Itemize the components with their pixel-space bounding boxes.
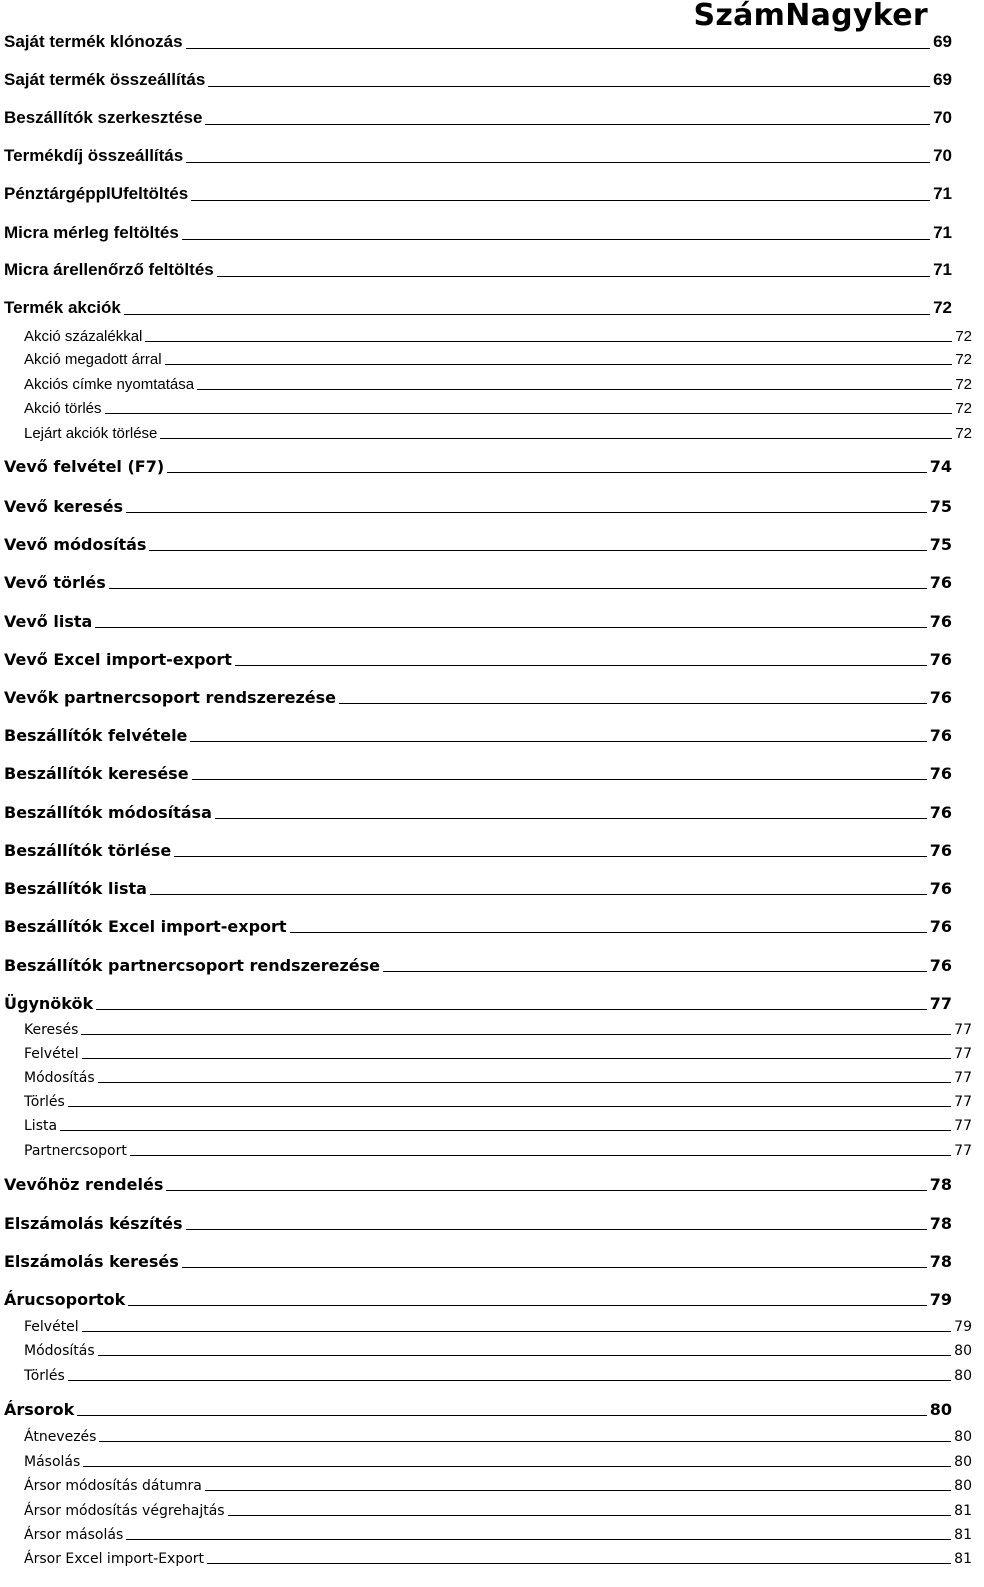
- toc-entry[interactable]: [0, 1247, 964, 1271]
- toc-entry-page: 76: [929, 917, 952, 936]
- toc-entry-page: 78: [929, 1175, 952, 1194]
- toc-entry-page: 77: [954, 1143, 972, 1159]
- toc-entry-title: Átnevezés: [24, 1429, 97, 1445]
- toc-entry-title: Beszállítók törlése: [4, 841, 172, 860]
- toc-entry-page: 77: [954, 1022, 972, 1038]
- toc-entry[interactable]: [0, 1114, 984, 1134]
- toc-leader-line: [149, 550, 926, 551]
- toc-entry-title: Vevő lista: [4, 612, 93, 631]
- toc-leader-line: [160, 438, 952, 439]
- toc-leader-line: [82, 1058, 951, 1059]
- toc-entry[interactable]: [0, 180, 964, 204]
- toc-entry-page: 78: [929, 1252, 952, 1271]
- toc-leader-line: [165, 364, 953, 365]
- toc-entry[interactable]: [0, 1523, 984, 1543]
- toc-leader-line: [339, 703, 927, 704]
- toc-entry-page: 72: [955, 400, 972, 417]
- toc-leader-line: [105, 413, 953, 414]
- toc-entry-page: 76: [929, 879, 952, 898]
- toc-leader-line: [98, 1355, 952, 1356]
- toc-entry-title: Vevő keresés: [4, 497, 124, 516]
- toc-entry-page: 72: [955, 425, 972, 442]
- toc-leader-line: [96, 1009, 927, 1010]
- toc-entry[interactable]: [0, 836, 964, 860]
- toc-entry-title: Ársorok: [4, 1400, 75, 1419]
- toc-leader-line: [99, 1441, 951, 1442]
- toc-entry-title: Keresés: [24, 1022, 79, 1038]
- toc-entry-page: 72: [955, 328, 972, 345]
- toc-entry[interactable]: [0, 1474, 984, 1494]
- toc-entry-title: Vevő módosítás: [4, 535, 147, 554]
- toc-entry-page: 81: [954, 1551, 972, 1567]
- toc-entry-title: Felvétel: [24, 1319, 79, 1335]
- toc-entry-page: 77: [954, 1118, 972, 1134]
- toc-entry[interactable]: [0, 1018, 984, 1038]
- toc-entry[interactable]: [0, 683, 964, 707]
- toc-entry-title: Módosítás: [24, 1343, 95, 1359]
- toc-entry-page: 78: [929, 1214, 952, 1233]
- toc-entry-page: 70: [933, 146, 952, 165]
- toc-entry-page: 77: [954, 1070, 972, 1086]
- toc-leader-line: [290, 932, 927, 933]
- toc-entry-page: 74: [929, 457, 952, 476]
- toc-entry-page: 69: [933, 70, 952, 89]
- toc-entry-title: Elszámolás készítés: [4, 1214, 183, 1233]
- toc-entry[interactable]: [0, 607, 964, 631]
- toc-entry-title: Beszállítók Excel import-export: [4, 917, 287, 936]
- toc-leader-line: [126, 1539, 951, 1540]
- toc-entry[interactable]: [0, 66, 964, 90]
- toc-entry-page: 76: [929, 803, 952, 822]
- toc-entry-title: Törlés: [24, 1368, 65, 1384]
- toc-entry-title: Beszállítók szerkesztése: [4, 108, 203, 127]
- toc-leader-line: [192, 779, 927, 780]
- toc-entry-page: 77: [929, 994, 952, 1013]
- toc-entry[interactable]: [0, 1450, 984, 1470]
- toc-entry-title: Ársor Excel import-Export: [24, 1551, 205, 1567]
- toc-entry-page: 77: [954, 1046, 972, 1062]
- toc-entry[interactable]: [0, 1364, 984, 1384]
- toc-entry[interactable]: [0, 989, 964, 1013]
- toc-entry-title: Beszállítók módosítása: [4, 803, 212, 822]
- toc-leader-line: [228, 1515, 952, 1516]
- toc-entry-title: Vevők partnercsoport rendszerezése: [4, 688, 337, 707]
- toc-entry[interactable]: [0, 1425, 984, 1445]
- toc-entry-title: Ársor módosítás dátumra: [24, 1478, 202, 1494]
- toc-leader-line: [235, 665, 927, 666]
- toc-entry-title: Beszállítók partnercsoport rendszerezése: [4, 956, 381, 975]
- toc-entry-page: 71: [933, 223, 952, 242]
- toc-entry[interactable]: [0, 759, 964, 783]
- toc-entry[interactable]: [0, 721, 964, 745]
- toc-entry-title: Ügynökök: [4, 994, 94, 1013]
- toc-leader-line: [205, 1490, 951, 1491]
- toc-entry-page: 72: [955, 376, 972, 393]
- toc-leader-line: [205, 124, 930, 125]
- toc-entry[interactable]: [0, 568, 964, 592]
- toc-entry-page: 76: [929, 841, 952, 860]
- toc-entry[interactable]: [0, 1090, 984, 1110]
- toc-leader-line: [128, 1305, 926, 1306]
- toc-entry[interactable]: [0, 1139, 984, 1159]
- toc-entry-page: 81: [954, 1503, 972, 1519]
- toc-entry[interactable]: [0, 874, 964, 898]
- toc-entry-title: Ársor másolás: [24, 1527, 124, 1543]
- toc-entry[interactable]: [0, 348, 984, 368]
- toc-entry-title: Elszámolás keresés: [4, 1252, 179, 1271]
- toc-entry-page: 75: [929, 535, 952, 554]
- toc-entry-title: Törlés: [24, 1094, 65, 1110]
- toc-entry-page: 72: [933, 298, 952, 317]
- toc-entry-page: 80: [954, 1454, 972, 1470]
- toc-leader-line: [77, 1415, 926, 1416]
- toc-entry[interactable]: [0, 1315, 984, 1335]
- toc-entry[interactable]: [0, 530, 964, 554]
- toc-entry[interactable]: [0, 397, 984, 417]
- toc-entry-title: PénztárgépplUfeltöltés: [4, 184, 189, 203]
- toc-entry-title: Akció törlés: [24, 400, 102, 417]
- toc-leader-line: [182, 239, 930, 240]
- toc-entry[interactable]: [0, 1042, 984, 1062]
- toc-entry[interactable]: [0, 1170, 964, 1194]
- toc-entry[interactable]: [0, 325, 984, 345]
- toc-entry[interactable]: [0, 373, 984, 393]
- toc-entry[interactable]: [0, 1066, 984, 1086]
- toc-entry[interactable]: [0, 219, 964, 243]
- toc-entry-title: Ársor módosítás végrehajtás: [24, 1503, 225, 1519]
- toc-leader-line: [167, 472, 927, 473]
- toc-entry-page: 80: [954, 1429, 972, 1445]
- toc-entry-title: Saját termék klónozás: [4, 32, 183, 51]
- toc-entry[interactable]: [0, 798, 964, 822]
- toc-leader-line: [186, 1229, 927, 1230]
- toc-entry-page: 69: [933, 32, 952, 51]
- toc-entry-title: Akciós címke nyomtatása: [24, 376, 195, 393]
- toc-entry[interactable]: [0, 28, 964, 52]
- toc-entry[interactable]: [0, 492, 964, 516]
- toc-entry-title: Lista: [24, 1118, 58, 1134]
- toc-entry-title: Beszállítók lista: [4, 879, 147, 898]
- toc-entry-title: Vevő törlés: [4, 573, 106, 592]
- toc-entry[interactable]: [0, 1499, 984, 1519]
- toc-entry-page: 79: [954, 1319, 972, 1335]
- toc-entry[interactable]: [0, 645, 964, 669]
- toc-leader-line: [126, 512, 927, 513]
- toc-leader-line: [191, 200, 930, 201]
- toc-entry-title: Vevő felvétel (F7): [4, 457, 165, 476]
- toc-entry-title: Micra árellenőrző feltöltés: [4, 260, 214, 279]
- toc-entry[interactable]: [0, 104, 964, 128]
- toc-entry-page: 71: [933, 260, 952, 279]
- toc-leader-line: [68, 1106, 951, 1107]
- toc-entry-title: Árucsoportok: [4, 1290, 126, 1309]
- toc-entry-page: 76: [929, 612, 952, 631]
- toc-leader-line: [383, 971, 927, 972]
- toc-entry[interactable]: [0, 1339, 984, 1359]
- toc-entry-title: Másolás: [24, 1454, 81, 1470]
- toc-entry-page: 80: [929, 1400, 952, 1419]
- toc-leader-line: [150, 894, 927, 895]
- toc-entry-title: Partnercsoport: [24, 1143, 127, 1159]
- toc-entry[interactable]: [0, 422, 984, 442]
- toc-entry-page: 76: [929, 688, 952, 707]
- toc-entry[interactable]: [0, 951, 964, 975]
- toc-entry[interactable]: [0, 452, 964, 476]
- toc-leader-line: [217, 276, 930, 277]
- toc-entry-title: Vevőhöz rendelés: [4, 1175, 164, 1194]
- toc-entry-title: Lejárt akciók törlése: [24, 425, 158, 442]
- toc-entry-page: 76: [929, 650, 952, 669]
- toc-entry-title: Felvétel: [24, 1046, 79, 1062]
- toc-entry[interactable]: [0, 294, 964, 318]
- toc-entry[interactable]: [0, 1395, 964, 1419]
- toc-entry-page: 72: [955, 351, 972, 368]
- toc-leader-line: [68, 1380, 951, 1381]
- toc-leader-line: [166, 1190, 926, 1191]
- toc-entry[interactable]: [0, 1285, 964, 1309]
- toc-leader-line: [174, 856, 927, 857]
- toc-entry-page: 81: [954, 1527, 972, 1543]
- toc-leader-line: [190, 741, 926, 742]
- toc-entry-title: Termék akciók: [4, 298, 121, 317]
- toc-entry[interactable]: [0, 912, 964, 936]
- toc-entry[interactable]: [0, 142, 964, 166]
- toc-leader-line: [82, 1331, 951, 1332]
- toc-leader-line: [215, 818, 927, 819]
- toc-entry-page: 71: [933, 184, 952, 203]
- toc-leader-line: [182, 1267, 927, 1268]
- toc-entry-page: 76: [929, 956, 952, 975]
- toc-entry-title: Akció megadott árral: [24, 351, 162, 368]
- toc-entry-page: 77: [954, 1094, 972, 1110]
- toc-leader-line: [81, 1034, 951, 1035]
- toc-leader-line: [186, 48, 931, 49]
- toc-leader-line: [95, 627, 926, 628]
- toc-entry-title: Beszállítók felvétele: [4, 726, 188, 745]
- toc-leader-line: [130, 1155, 951, 1156]
- toc-leader-line: [124, 314, 930, 315]
- toc-entry-page: 76: [929, 726, 952, 745]
- toc-entry-page: 76: [929, 573, 952, 592]
- toc-leader-line: [109, 588, 927, 589]
- toc-leader-line: [208, 86, 930, 87]
- toc-entry-title: Vevő Excel import-export: [4, 650, 232, 669]
- toc-entry-title: Saját termék összeállítás: [4, 70, 206, 89]
- toc-entry-page: 75: [929, 497, 952, 516]
- toc-entry[interactable]: [0, 1547, 984, 1567]
- toc-entry-title: Micra mérleg feltöltés: [4, 223, 179, 242]
- toc-entry[interactable]: [0, 256, 964, 280]
- toc-leader-line: [60, 1130, 951, 1131]
- toc-leader-line: [145, 341, 952, 342]
- toc-entry-title: Módosítás: [24, 1070, 95, 1086]
- toc-entry-title: Akció százalékkal: [24, 328, 143, 345]
- toc-leader-line: [98, 1082, 952, 1083]
- toc-entry-page: 79: [929, 1290, 952, 1309]
- toc-entry[interactable]: [0, 1209, 964, 1233]
- brand-title: SzámNagyker: [693, 0, 928, 33]
- toc-leader-line: [83, 1466, 951, 1467]
- toc-entry-page: 76: [929, 764, 952, 783]
- toc-entry-page: 80: [954, 1368, 972, 1384]
- toc-entry-title: Beszállítók keresése: [4, 764, 189, 783]
- toc-leader-line: [197, 389, 952, 390]
- toc-entry-page: 80: [954, 1478, 972, 1494]
- toc-leader-line: [186, 162, 930, 163]
- toc-leader-line: [207, 1563, 951, 1564]
- toc-entry-page: 70: [933, 108, 952, 127]
- toc-entry-page: 80: [954, 1343, 972, 1359]
- toc-entry-title: Termékdíj összeállítás: [4, 146, 184, 165]
